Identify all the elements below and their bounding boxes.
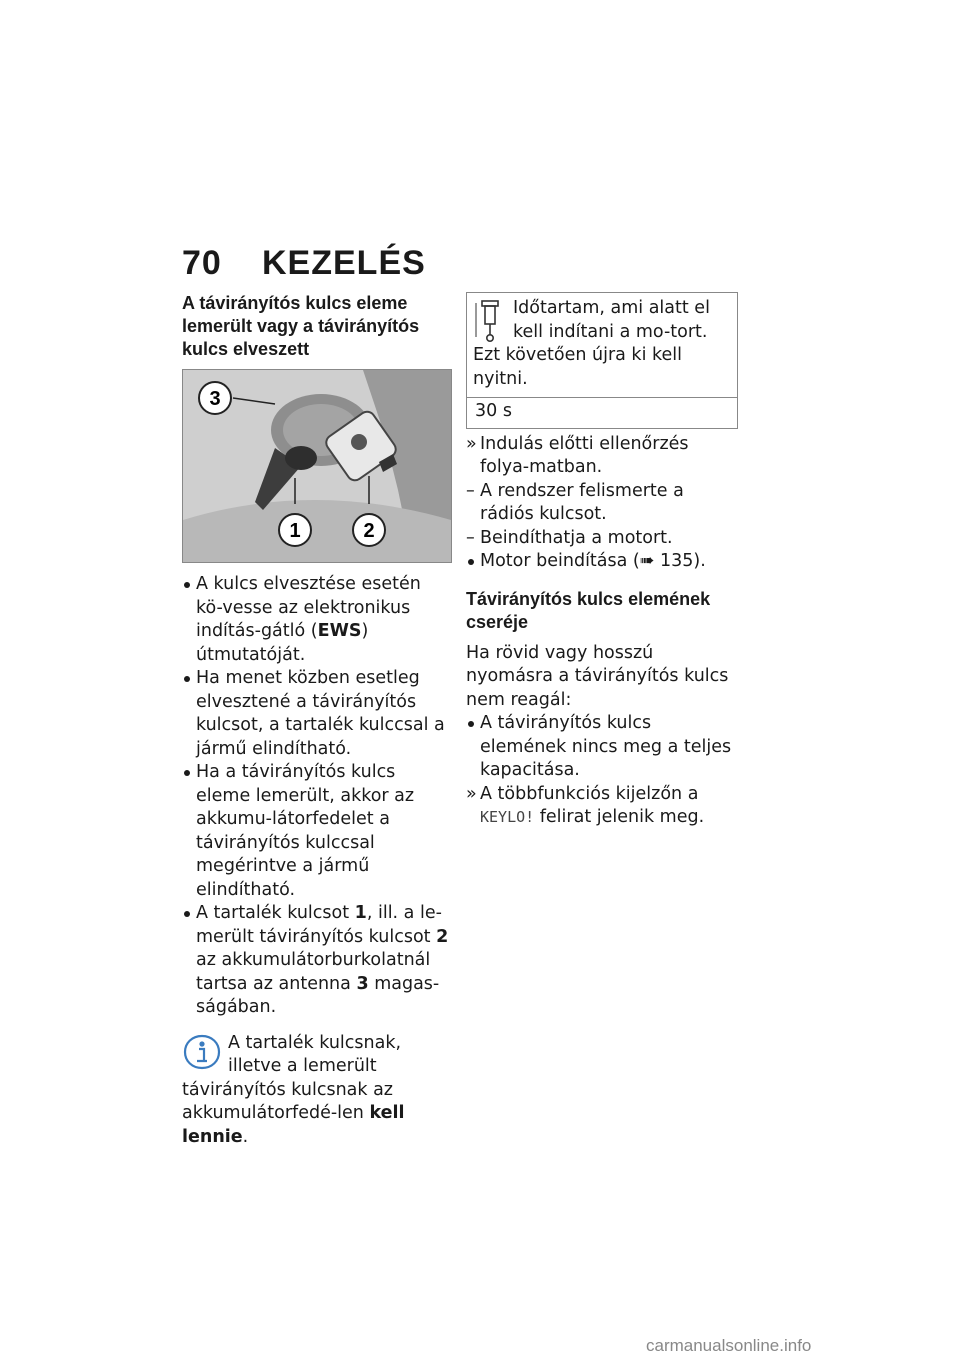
list-marker: – <box>466 480 475 501</box>
list-marker: – <box>466 527 475 548</box>
status-list <box>466 433 736 574</box>
timing-table <box>466 292 738 429</box>
right-column <box>466 292 736 830</box>
bullet-icon <box>184 911 190 917</box>
bullet-icon <box>468 721 474 727</box>
page-header <box>182 244 426 283</box>
info-icon <box>182 1032 222 1076</box>
key-illustration <box>182 369 452 563</box>
bullet-icon <box>468 559 474 565</box>
timing-description: Időtartam, ami alatt el kell indítani a mo-tort. Ezt követően újra ki kell nyitni. <box>467 293 737 398</box>
list-item: Ha menet közben esetleg elvesztené a távirányítós kulcsot, a tartalék kulccsal a jármű elindítható. <box>182 667 452 761</box>
page-reference-link[interactable]: 135). <box>654 551 706 571</box>
callout-1-label: 1 <box>289 520 301 542</box>
list-marker: » <box>466 433 477 454</box>
section-heading: A távirányítós kulcs eleme lemerült vagy a távirányítós kulcs elveszett <box>182 293 420 359</box>
info-note: A tartalék kulcsnak, illetve a lemerült távirányítós kulcsnak az akkumulátorfedé-len kell lennie. <box>182 1032 405 1147</box>
stopwatch-icon <box>473 297 507 343</box>
list-item: Motor beindítása (➠ 135). <box>466 550 736 574</box>
left-column <box>182 292 452 1149</box>
page-number: 70 <box>182 244 222 282</box>
list-item: A tartalék kulcsot 1, ill. a le-merült távirányítós kulcsot 2 az akkumulátorburkolatnál tartsa az antenna 3 magas-ságában. <box>182 902 452 1020</box>
battery-list <box>466 712 736 830</box>
instructions-list <box>182 573 452 1020</box>
battery-paragraph: Ha rövid vagy hosszú nyomásra a távirányítós kulcs nem reagál: <box>466 642 729 710</box>
callout-3-label: 3 <box>209 388 221 410</box>
reference-arrow-icon: ➠ <box>639 551 655 571</box>
section-title: KEZELÉS <box>262 244 426 282</box>
bullet-icon <box>184 676 190 682</box>
display-code: KEYLO! <box>480 808 535 826</box>
list-item: » A többfunkciós kijelzőn a KEYLO! felirat jelenik meg. <box>466 783 705 827</box>
list-item: Ha a távirányítós kulcs eleme lemerült, akkor az akkumu-látorfedelet a távirányítós kulccsal megérintve a jármű elindítható. <box>182 761 452 902</box>
watermark: carmanualsonline.info <box>646 1336 812 1355</box>
callout-2-label: 2 <box>363 520 375 542</box>
list-marker: » <box>466 783 477 804</box>
key-illustration-drawing <box>183 370 451 562</box>
list-item: A távirányítós kulcs elemének nincs meg a teljes kapacitása. <box>466 712 736 783</box>
timing-value: 30 s <box>475 401 512 421</box>
list-item: » Indulás előtti ellenőrzés folya-matban. <box>466 433 689 477</box>
list-item: – A rendszer felismerte a rádiós kulcsot. <box>466 480 684 524</box>
list-item: A kulcs elvesztése esetén kö-vesse az elektronikus indítás-gátló (EWS) útmutatóját. <box>182 573 452 667</box>
bullet-icon <box>184 770 190 776</box>
bullet-icon <box>184 582 190 588</box>
section-heading-2: Távirányítós kulcs elemének cseréje <box>466 588 711 632</box>
list-item: – Beindíthatja a motort. <box>466 527 736 551</box>
